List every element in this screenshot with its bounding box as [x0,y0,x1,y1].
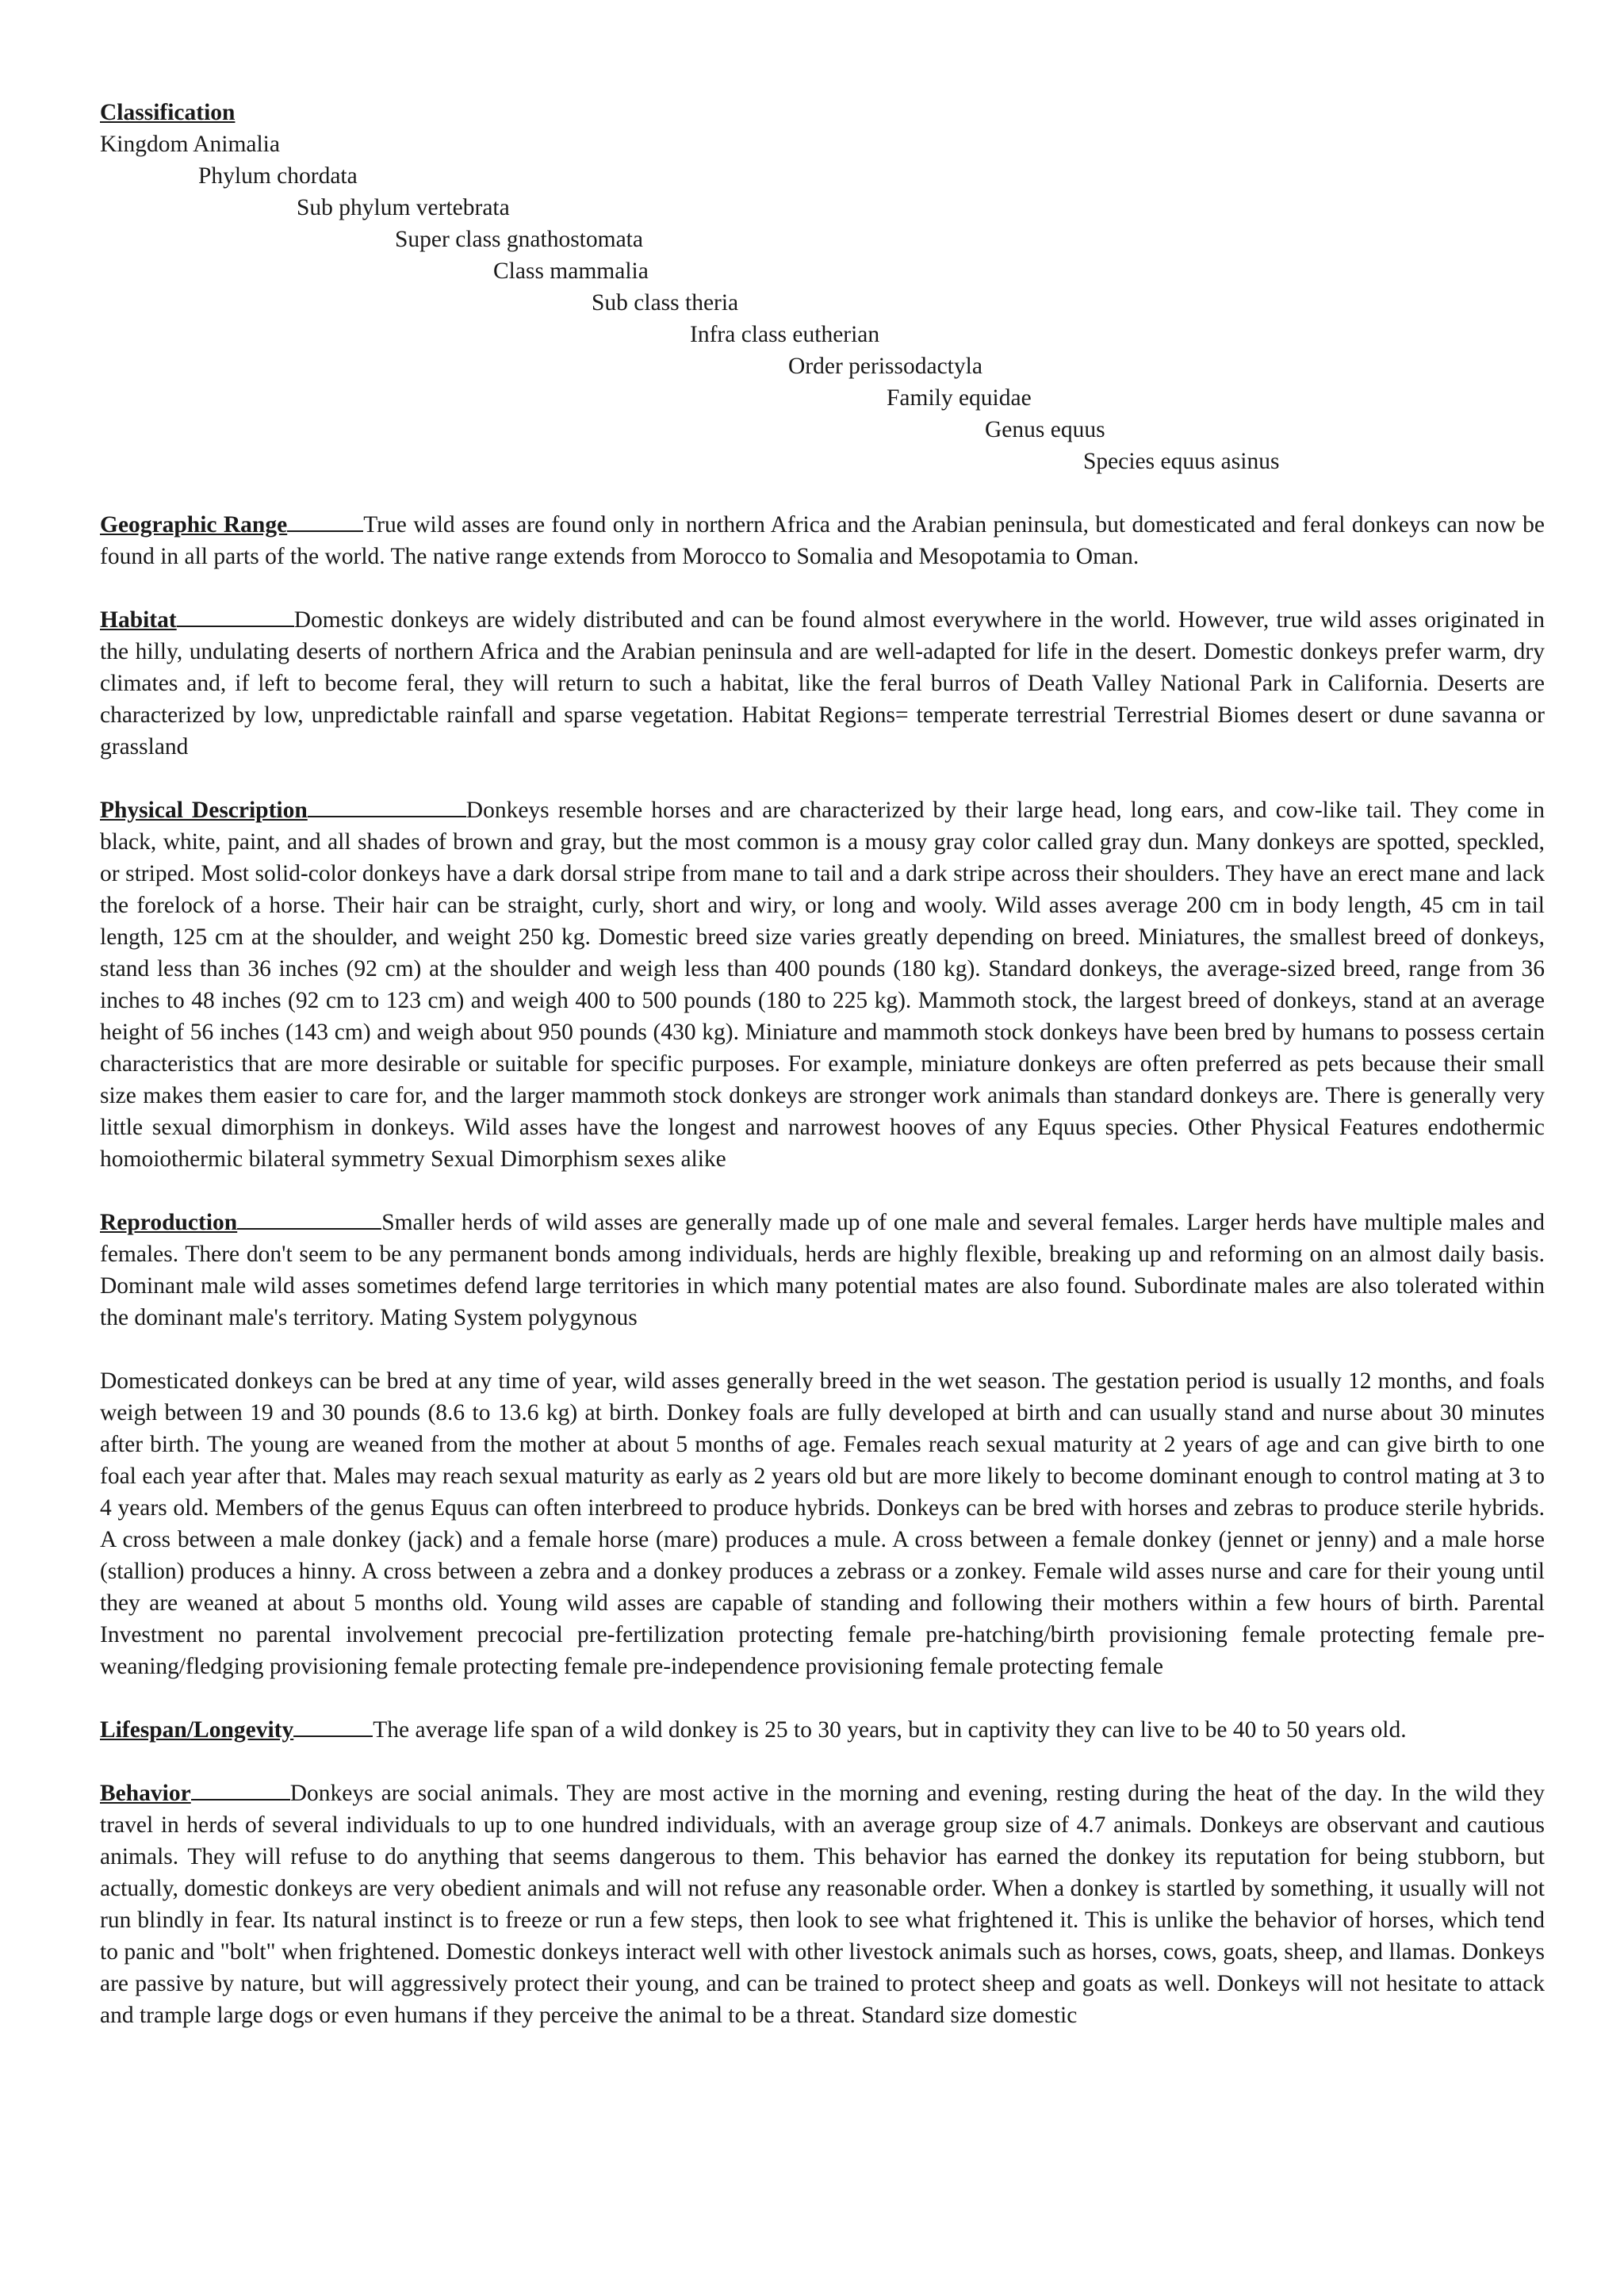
taxon-species: Species equus asinus [1083,449,1280,474]
heading-underline [177,605,294,627]
reproduction-heading: Reproduction [100,1210,238,1235]
reproduction-text-2: Domesticated donkeys can be bred at any time of year, wild asses generally breed in the wet season. The gestation period is usually 12 months, and foals weigh between 19 and 30 pounds (8.6 to 13.6 kg) at birth. Donkey foals are fully developed at birth and can usually stand and nurse about 30 minutes after birth. The young are weaned from the mother at about 5 months of age. Females reach sexual maturity at 2 years of age and can give birth to one foal each year after that. Males may reach sexual maturity as early as 2 years old but are more likely to become dominant enough to control mating at 3 to 4 years old. Members of the genus Equus can often interbreed to produce hybrids. Donkeys can be bred with horses and zebras to produce sterile hybrids. A cross between a male donkey (jack) and a female horse (mare) produces a mule. A cross between a female donkey (jennet or jenny) and a male horse (stallion) produces a hinny. A cross between a zebra and a donkey produces a zebrass or a zonkey. Female wild asses nurse and care for their young until they are weaned at about 5 months old. Young wild asses are capable of standing and following their mothers within a few hours of birth. Parental Investment no parental involvement precocial pre-fertilization protecting female pre-hatching/birth provisioning female protecting female pre-weaning/fledging provisioning female protecting female pre-independence provisioning female protecting female [100,1368,1545,1679]
heading-underline [191,1778,290,1800]
heading-underline [308,795,466,817]
heading-underline [237,1207,381,1230]
behavior-heading: Behavior [100,1781,191,1806]
lifespan-section [100,1714,1545,1746]
taxon-class: Class mammalia [493,258,649,284]
taxon-superclass: Super class gnathostomata [395,227,643,252]
habitat-heading: Habitat [100,607,177,633]
lifespan-text: The average life span of a wild donkey is 25 to 30 years, but in captivity they can live to be 40 to 50 years old. [373,1717,1407,1743]
heading-underline [293,1715,373,1737]
classification-block [100,97,1545,477]
taxon-phylum: Phylum chordata [198,163,358,189]
taxon-order: Order perissodactyla [788,354,982,379]
physical-description-section [100,794,1545,1175]
taxon-genus: Genus equus [985,417,1105,442]
habitat-text: Domestic donkeys are widely distributed and can be found almost everywhere in the world. However, true wild asses originated in the hilly, undulating deserts of northern Africa and the Arabian peninsula and are well-adapted for life in the desert. Domestic donkeys prefer warm, dry climates and, if left to become feral, they will return to such a habitat, like the feral burros of Death Valley National Park in California. Deserts are characterized by low, unpredictable rainfall and sparse vegetation. Habitat Regions= temperate terrestrial Terrestrial Biomes desert or dune savanna or grassland [100,607,1545,760]
classification-heading: Classification [100,100,236,125]
taxon-kingdom: Kingdom Animalia [100,132,280,157]
behavior-section [100,1777,1545,2031]
taxon-subphylum: Sub phylum vertebrata [297,195,510,220]
taxon-infraclass: Infra class eutherian [690,322,880,347]
heading-underline [287,510,363,532]
reproduction-text: Smaller herds of wild asses are generally made up of one male and several females. Larger herds have multiple males and females. There don't seem to be any permanent bonds among individuals, herds are highly flexible, breaking up and reforming on an almost daily basis. Dominant male wild asses sometimes defend large territories in which many potential mates are also found. Subordinate males are also tolerated within the dominant male's territory. Mating System polygynous [100,1210,1545,1330]
habitat-section [100,604,1545,763]
reproduction-section-continued [100,1365,1545,1682]
lifespan-heading: Lifespan/Longevity [100,1717,294,1743]
physical-description-heading: Physical Description [100,798,308,823]
geographic-range-section [100,509,1545,572]
behavior-text: Donkeys are social animals. They are most active in the morning and evening, resting during the heat of the day. In the wild they travel in herds of several individuals to up to one hundred individuals, with an average group size of 4.7 animals. Donkeys are observant and cautious animals. They will refuse to do anything that seems dangerous to them. This behavior has earned the donkey its reputation for being stubborn, but actually, domestic donkeys are very obedient animals and will not refuse any reasonable order. When a donkey is startled by something, it usually will not run blindly in fear. Its natural instinct is to freeze or run a few steps, then look to see what frightened it. This is unlike the behavior of horses, which tend to panic and "bolt" when frightened. Domestic donkeys interact well with other livestock animals such as horses, cows, goats, sheep, and llamas. Donkeys are passive by nature, but will aggressively protect their young, and can be trained to protect sheep and goats as well. Donkeys will not hesitate to attack and trample large dogs or even humans if they perceive the animal to be a threat. Standard size domestic [100,1781,1545,2028]
geographic-range-heading: Geographic Range [100,512,288,538]
taxon-family: Family equidae [887,385,1032,411]
reproduction-section [100,1207,1545,1334]
taxon-subclass: Sub class theria [592,290,739,316]
document-page [100,97,1545,2031]
geographic-range-text: True wild asses are found only in northern Africa and the Arabian peninsula, but domesticated and feral donkeys can now be found in all parts of the world. The native range extends from Morocco to Somalia and Mesopotamia to Oman. [100,512,1545,569]
physical-description-text: Donkeys resemble horses and are characterized by their large head, long ears, and cow-like tail. They come in black, white, paint, and all shades of brown and gray, but the most common is a mousy gray color called gray dun. Many donkeys are spotted, speckled, or striped. Most solid-color donkeys have a dark dorsal stripe from mane to tail and a dark stripe across their shoulders. They have an erect mane and lack the forelock of a horse. Their hair can be straight, curly, short and wiry, or long and wooly. Wild asses average 200 cm in body length, 45 cm in tail length, 125 cm at the shoulder, and weight 250 kg. Domestic breed size varies greatly depending on breed. Miniatures, the smallest breed of donkeys, stand less than 36 inches (92 cm) at the shoulder and weigh less than 400 pounds (180 kg). Standard donkeys, the average-sized breed, range from 36 inches to 48 inches (92 cm to 123 cm) and weigh 400 to 500 pounds (180 to 225 kg). Mammoth stock, the largest breed of donkeys, stand at an average height of 56 inches (143 cm) and weigh about 950 pounds (430 kg). Miniature and mammoth stock donkeys have been bred by humans to possess certain characteristics that are more desirable or suitable for specific purposes. For example, miniature donkeys are often preferred as pets because their small size makes them easier to care for, and the larger mammoth stock donkeys are stronger work animals than standard donkeys are. There is generally very little sexual dimorphism in donkeys. Wild asses have the longest and narrowest hooves of any Equus species. Other Physical Features endothermic homoiothermic bilateral symmetry Sexual Dimorphism sexes alike [100,798,1545,1172]
